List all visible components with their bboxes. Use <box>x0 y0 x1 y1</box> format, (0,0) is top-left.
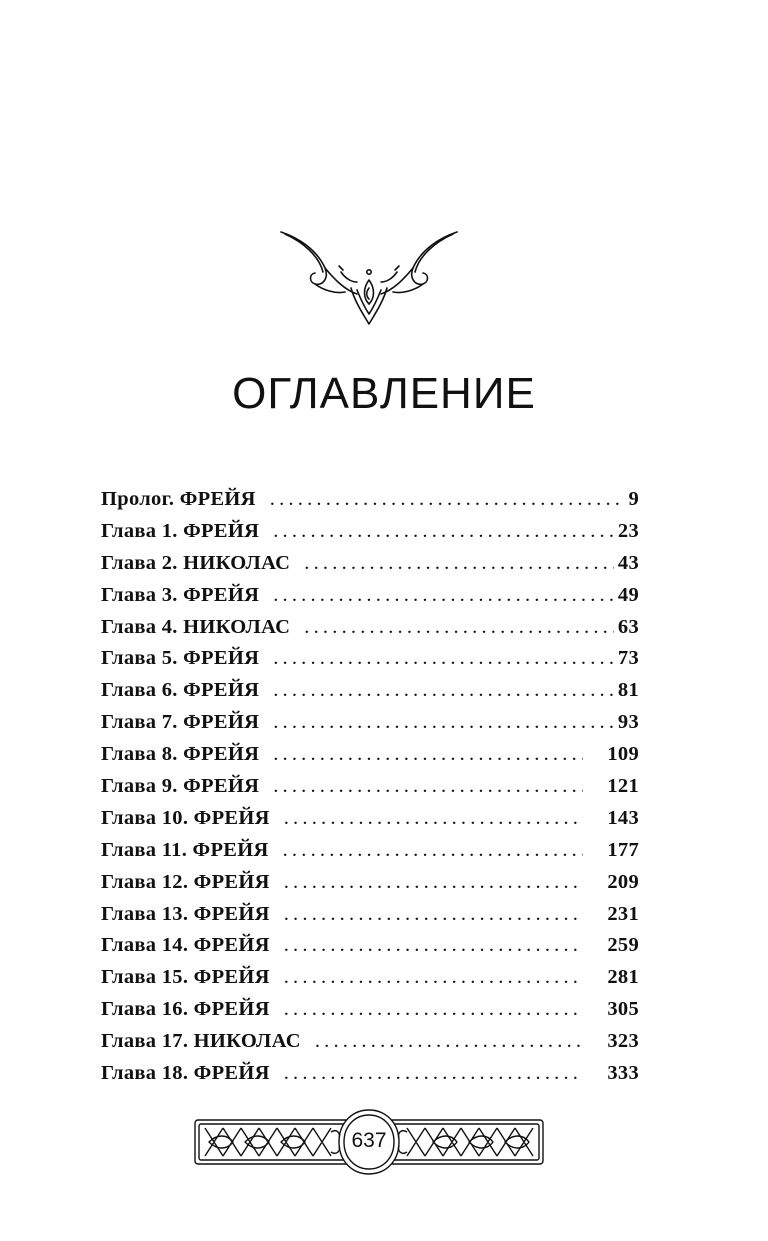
page-number: 637 <box>351 1129 387 1152</box>
toc-entry <box>101 807 639 839</box>
toc-entry-title: Глава 8. ФРЕЙЯ <box>101 743 260 766</box>
toc-leader-dots <box>273 743 583 766</box>
toc-entry <box>101 839 639 871</box>
toc-entry <box>101 1062 639 1094</box>
toc-entry-title: Глава 5. ФРЕЙЯ <box>101 647 260 670</box>
toc-entry-page: 93 <box>617 711 639 734</box>
toc-entry-page: 231 <box>607 902 639 925</box>
toc-leader-dots <box>273 584 614 607</box>
toc-entry <box>101 934 639 966</box>
toc-entry-title: Глава 6. ФРЕЙЯ <box>101 679 260 702</box>
toc-entry <box>101 775 639 807</box>
toc-entry-title: Глава 9. ФРЕЙЯ <box>101 775 260 798</box>
toc-entry-page: 23 <box>617 519 639 542</box>
toc-entry <box>101 903 639 935</box>
toc-leader-dots <box>284 1062 583 1085</box>
toc-entry-page: 305 <box>607 998 639 1021</box>
toc-leader-dots <box>270 488 625 511</box>
toc-entry-page: 121 <box>607 775 639 798</box>
toc-entry-page: 143 <box>607 806 639 829</box>
toc-entry <box>101 966 639 998</box>
toc-leader-dots <box>284 934 583 957</box>
toc-entry <box>101 998 639 1030</box>
toc-entry-title: Глава 3. ФРЕЙЯ <box>101 583 260 606</box>
toc-entry <box>101 552 639 584</box>
toc-leader-dots <box>273 775 583 798</box>
toc-entry <box>101 584 639 616</box>
toc-entry-page: 177 <box>607 838 639 861</box>
toc-entry-title: Глава 11. ФРЕЙЯ <box>101 838 269 861</box>
toc-entry <box>101 616 639 648</box>
toc-entry-title: Глава 16. ФРЕЙЯ <box>101 998 270 1021</box>
toc-leader-dots <box>304 616 614 639</box>
toc-leader-dots <box>304 552 614 575</box>
toc-entry-page: 81 <box>617 679 639 702</box>
table-of-contents <box>101 488 639 1094</box>
toc-entry <box>101 679 639 711</box>
toc-entry-page: 109 <box>607 743 639 766</box>
flourish-ornament-icon <box>279 228 459 328</box>
toc-entry-title: Глава 2. НИКОЛАС <box>101 551 291 574</box>
toc-entry <box>101 647 639 679</box>
toc-leader-dots <box>273 520 614 543</box>
toc-entry <box>101 1030 639 1062</box>
toc-entry-page: 333 <box>607 1062 639 1085</box>
toc-entry-title: Пролог. ФРЕЙЯ <box>101 488 256 510</box>
page-title: ОГЛАВЛЕНИЕ <box>232 369 536 418</box>
toc-entry-title: Глава 4. НИКОЛАС <box>101 615 291 638</box>
toc-entry <box>101 520 639 552</box>
toc-entry-title: Глава 1. ФРЕЙЯ <box>101 519 260 542</box>
toc-entry-page: 323 <box>607 1030 639 1053</box>
toc-leader-dots <box>273 679 614 702</box>
toc-leader-dots <box>273 647 614 670</box>
toc-leader-dots <box>284 807 583 830</box>
toc-leader-dots <box>284 998 583 1021</box>
toc-entry-title: Глава 7. ФРЕЙЯ <box>101 711 260 734</box>
toc-entry-title: Глава 13. ФРЕЙЯ <box>101 902 270 925</box>
toc-entry-page: 63 <box>617 615 639 638</box>
toc-entry-title: Глава 15. ФРЕЙЯ <box>101 966 270 989</box>
toc-entry-title: Глава 14. ФРЕЙЯ <box>101 934 270 957</box>
toc-entry-title: Глава 18. ФРЕЙЯ <box>101 1062 270 1085</box>
toc-leader-dots <box>284 871 583 894</box>
toc-entry-page: 281 <box>607 966 639 989</box>
toc-entry-page: 43 <box>617 551 639 574</box>
toc-leader-dots <box>284 903 583 926</box>
toc-leader-dots <box>315 1030 583 1053</box>
toc-entry-page: 209 <box>607 870 639 893</box>
toc-entry-page: 259 <box>607 934 639 957</box>
toc-entry <box>101 871 639 903</box>
toc-entry-page: 9 <box>628 488 639 510</box>
toc-entry-title: Глава 10. ФРЕЙЯ <box>101 806 270 829</box>
toc-entry <box>101 743 639 775</box>
toc-entry-title: Глава 17. НИКОЛАС <box>101 1030 301 1053</box>
toc-leader-dots <box>273 711 614 734</box>
toc-leader-dots <box>283 839 583 862</box>
toc-entry <box>101 711 639 743</box>
toc-entry <box>101 488 639 520</box>
toc-entry-title: Глава 12. ФРЕЙЯ <box>101 870 270 893</box>
toc-entry-page: 49 <box>617 583 639 606</box>
toc-entry-page: 73 <box>617 647 639 670</box>
toc-leader-dots <box>284 966 583 989</box>
